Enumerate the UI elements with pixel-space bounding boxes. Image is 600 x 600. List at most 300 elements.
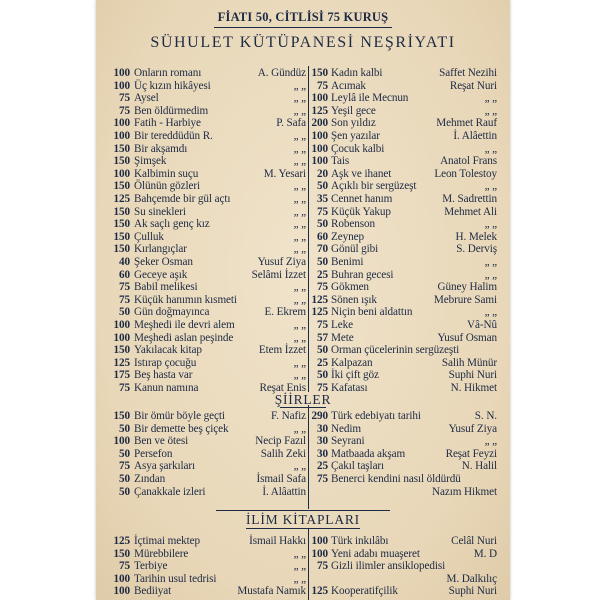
entry-author: M. Yesari [263, 167, 306, 180]
catalog-entry [110, 281, 308, 294]
catalog-entry [110, 448, 308, 461]
entry-title: Çanakkale izleri [134, 485, 206, 498]
entry-title: Cennet hanım [331, 193, 393, 205]
entry-price: 50 [119, 306, 130, 319]
entry-price: 100 [113, 331, 130, 344]
entry-author: „ „ [293, 104, 306, 117]
poems-title-underline [280, 407, 326, 408]
entry-title: Terbiye [134, 560, 168, 573]
catalog-entry [309, 306, 499, 319]
entry-price: 30 [317, 435, 328, 448]
entry-author: „ „ [484, 435, 497, 448]
entry-title: Gökmen [331, 281, 369, 294]
entry-title: Zeynep [331, 230, 364, 243]
entry-title: Küçük Yakup [331, 205, 391, 218]
catalog-entry [110, 332, 308, 345]
catalog-entry [309, 294, 499, 307]
catalog-entry [110, 473, 308, 486]
entry-price: 100 [311, 535, 328, 547]
entry-title: Istırap çocuğu [134, 356, 197, 369]
entry-price: 75 [119, 104, 130, 117]
entry-price: 150 [113, 344, 130, 357]
entry-price: 150 [113, 142, 130, 155]
entry-price: 60 [317, 230, 328, 243]
catalog-entry [110, 180, 308, 193]
entry-author: Suphi Nuri [448, 585, 497, 598]
entry-price: 125 [311, 306, 328, 319]
entry-title: Orman çücelerinin sergüzeşti [331, 344, 460, 357]
science-section-rule-top [216, 510, 390, 511]
entry-price: 50 [317, 180, 328, 193]
entry-author: Mebrure Sami [433, 293, 497, 306]
catalog-entry [110, 143, 308, 156]
catalog-entry [110, 67, 308, 80]
entry-title: Ben öldürmedim [134, 104, 209, 117]
entry-author: „ „ [293, 243, 306, 256]
catalog-entry [110, 92, 308, 105]
catalog-entry [309, 218, 499, 231]
catalog-entry [309, 117, 499, 130]
catalog-entry [110, 306, 308, 319]
publisher-title: SÜHULET KÜTÜPANESİ NEŞRİYATI [150, 34, 456, 51]
catalog-entry [110, 130, 308, 143]
catalog-entry [110, 294, 308, 307]
entry-author: „ „ [484, 268, 497, 281]
catalog-entry [309, 281, 499, 294]
entry-title: Bediiyat [134, 585, 172, 598]
catalog-entry [309, 460, 499, 473]
entry-price: 100 [113, 117, 130, 130]
entry-author: „ „ [484, 256, 497, 268]
catalog-entry [309, 486, 499, 499]
entry-price: 40 [119, 256, 130, 268]
catalog-entry [110, 243, 308, 256]
entry-author: „ „ [484, 104, 497, 117]
entry-price: 50 [317, 369, 328, 382]
entry-author: N. Hikmet [450, 382, 497, 394]
entry-price: 150 [113, 155, 130, 168]
entry-title: Onların romanı [134, 67, 202, 79]
entry-title: Kalpazan [331, 356, 373, 369]
entry-title: Niçin beni aldattın [331, 306, 413, 319]
catalog-entry [309, 473, 499, 486]
entry-title: Ben ve ötesi [134, 435, 189, 448]
entry-title: Küçük hanımın kısmeti [134, 293, 237, 306]
catalog-entry [309, 67, 499, 80]
catalog-entry [309, 80, 499, 93]
catalog-entry [110, 105, 308, 118]
entry-title: Türk edebiyatı tarihi [331, 410, 421, 422]
catalog-entry [110, 80, 308, 93]
catalog-entry [309, 357, 499, 370]
entry-title: Tarihin usul tedrisi [134, 572, 217, 585]
catalog-entry [309, 585, 499, 598]
catalog-entry [309, 206, 499, 219]
entry-title: Matbaada akşam [331, 447, 406, 460]
catalog-entry [309, 573, 499, 586]
entry-author: Salih Zeki [260, 447, 306, 460]
catalog-entry [110, 193, 308, 206]
entry-author: Yusuf Osman [437, 331, 497, 344]
entry-price: 25 [317, 268, 328, 281]
catalog-entry [110, 117, 308, 130]
entry-author: „ „ [293, 218, 306, 231]
entry-price: 75 [119, 293, 130, 306]
catalog-entry [110, 256, 308, 269]
entry-author: „ „ [293, 422, 306, 435]
entry-author: „ „ [484, 142, 497, 155]
entry-title: Çulluk [134, 230, 164, 243]
entry-title: Şen yazılar [331, 130, 380, 142]
catalog-entry [309, 548, 499, 561]
entry-price: 75 [317, 281, 328, 294]
entry-title: Leylâ ile Mecnun [331, 92, 409, 105]
entry-author: Celâl Nuri [451, 535, 497, 547]
entry-author: Suphi Nuri [448, 369, 497, 382]
entry-price: 150 [113, 547, 130, 560]
entry-author: S. N. [474, 410, 497, 422]
catalog-entry [309, 269, 499, 282]
entry-price: 100 [311, 92, 328, 105]
entry-title: Su sinekleri [134, 205, 186, 218]
catalog-entry [309, 332, 499, 345]
entry-price: 200 [311, 117, 328, 130]
entry-price: 100 [113, 585, 130, 598]
entry-author: Leon Tolestoy [434, 167, 497, 180]
entry-title: Benimi [331, 256, 364, 268]
entry-title: Çocuk kalbi [331, 142, 385, 155]
entry-title: Persefon [134, 447, 173, 460]
entry-author: Mehmet Ali [444, 205, 497, 218]
entry-price: 25 [317, 460, 328, 473]
entry-title: Kanun namına [134, 382, 199, 394]
entry-price: 175 [113, 369, 130, 382]
entry-author: „ „ [484, 180, 497, 193]
entry-price: 150 [113, 243, 130, 256]
entry-title: Yakılacak kitap [134, 344, 202, 357]
entry-price: 150 [113, 410, 130, 422]
entry-price: 100 [311, 142, 328, 155]
entry-price: 70 [317, 243, 328, 256]
entry-title: Kooperatifçilik [331, 585, 398, 598]
entry-title: Zından [134, 473, 166, 485]
entry-title: Meşhedi aslan peşinde [134, 331, 234, 344]
entry-price: 75 [317, 560, 328, 573]
entry-price: 290 [311, 410, 328, 422]
entry-title: Gizli ilimler ansiklopedisi [331, 560, 446, 573]
entry-title: Ak saçlı genç kız [134, 218, 210, 231]
entry-author: „ „ [484, 306, 497, 319]
entry-title: Bir demette beş çiçek [134, 422, 229, 435]
catalog-entry [309, 180, 499, 193]
entry-author: A. Gündüz [257, 67, 306, 79]
entry-author: F. Nafiz [271, 410, 306, 422]
entry-title: Seyrani [331, 435, 365, 448]
entry-author: H. Melek [455, 230, 497, 243]
entry-author: İsmail Hakkı [249, 535, 306, 547]
entry-title: Leke [331, 319, 353, 331]
entry-title: Beş hasta var [134, 369, 193, 382]
entry-title: Robenson [331, 218, 375, 231]
catalog-entry [110, 269, 308, 282]
catalog-entry [110, 344, 308, 357]
entry-author: Saffet Nezihi [439, 67, 497, 79]
entry-author: İsmail Safa [256, 473, 306, 485]
catalog-entry [309, 243, 499, 256]
entry-author: İ. Alâattin [262, 485, 306, 498]
entry-title: Açıklı bir sergüzeşt [331, 180, 417, 193]
entry-author: „ „ [293, 142, 306, 155]
catalog-entry [110, 168, 308, 181]
entry-price: 100 [113, 319, 130, 331]
catalog-entry [110, 410, 308, 423]
entry-price: 150 [113, 218, 130, 231]
entry-title: Çakıl taşları [331, 460, 385, 473]
entry-price: 100 [113, 572, 130, 585]
entry-title: Aysel [134, 92, 159, 105]
entry-price: 30 [317, 422, 328, 435]
entry-author: S. Derviş [456, 243, 497, 256]
entry-title: Şeker Osman [134, 256, 193, 268]
entry-price: 100 [113, 67, 130, 79]
catalog-entry [110, 206, 308, 219]
entry-author: Necip Fazıl [255, 435, 306, 448]
entry-price: 150 [113, 230, 130, 243]
entry-author: Reşat Enis [259, 382, 306, 394]
entry-price: 50 [317, 344, 328, 357]
entry-author: „ „ [293, 560, 306, 573]
catalog-entry [309, 535, 499, 548]
price-rule [214, 27, 392, 28]
catalog-entry [110, 535, 308, 548]
entry-title: Yeşil gece [331, 104, 376, 117]
entry-price: 35 [317, 193, 328, 205]
catalog-entry [309, 143, 499, 156]
entry-price: 50 [317, 218, 328, 231]
entry-title: Bir ömür böyle geçti [134, 410, 225, 422]
catalog-entry [110, 560, 308, 573]
entry-price: 100 [113, 435, 130, 448]
catalog-entry [309, 155, 499, 168]
catalog-entry [110, 319, 308, 332]
entry-title: Şimşek [134, 155, 167, 168]
entry-title: Gönül gibi [331, 243, 379, 256]
entry-price: 75 [119, 382, 130, 394]
entry-author: M. Dalkılıç [446, 572, 497, 585]
entry-price: 50 [119, 422, 130, 435]
entry-author: Reşat Nuri [449, 79, 497, 92]
entry-price: 125 [113, 535, 130, 547]
catalog-entry [110, 231, 308, 244]
entry-price: 125 [311, 293, 328, 306]
catalog-entry [309, 560, 499, 573]
entry-author: Anatol Frans [440, 155, 497, 168]
entry-price: 50 [119, 447, 130, 460]
entry-price: 100 [311, 547, 328, 560]
science-section-title: İLİM KİTAPLARI [246, 512, 360, 527]
entry-author: Yusuf Ziya [257, 256, 306, 268]
entry-title: Tais [331, 155, 350, 168]
science-section-rule-bottom [246, 528, 360, 529]
entry-author: M. Sadrettin [442, 193, 497, 205]
entry-author: „ „ [484, 218, 497, 231]
catalog-entry [309, 369, 499, 382]
catalog-entry [110, 548, 308, 561]
entry-title: Geceye aşık [134, 268, 188, 281]
entry-price: 50 [317, 256, 328, 268]
catalog-entry [309, 231, 499, 244]
entry-author: Vâ-Nû [467, 319, 497, 331]
entry-author: „ „ [293, 547, 306, 560]
entry-title: Kalbimin suçu [134, 167, 199, 180]
entry-title: Acımak [331, 79, 366, 92]
entry-author: „ „ [293, 356, 306, 369]
entry-price: 50 [119, 485, 130, 498]
catalog-entry [309, 168, 499, 181]
entry-author: „ „ [293, 193, 306, 205]
catalog-entry [309, 319, 499, 332]
entry-title: Bir tereddüdün R. [134, 130, 213, 142]
entry-price: 125 [113, 356, 130, 369]
entry-author: „ „ [484, 92, 497, 105]
catalog-entry [309, 435, 499, 448]
catalog-entry [110, 423, 308, 436]
catalog-entry [110, 460, 308, 473]
entry-price: 125 [311, 104, 328, 117]
entry-title: Ölünün gözleri [134, 180, 201, 193]
entry-price: 100 [113, 130, 130, 142]
catalog-entry [110, 357, 308, 370]
entry-title: Bir akşamdı [134, 142, 188, 155]
entry-price: 20 [317, 167, 328, 180]
catalog-entry [110, 573, 308, 586]
catalog-entry [309, 448, 499, 461]
entry-author: Güney Halim [437, 281, 497, 294]
entry-price: 75 [119, 92, 130, 105]
entry-price: 75 [317, 205, 328, 218]
entry-author: Etem İzzet [258, 344, 306, 357]
entry-title: Asya şarkıları [134, 460, 196, 473]
entry-title: Meşhedi ile devri alem [134, 319, 235, 331]
entry-author: Yusuf Ziya [448, 422, 497, 435]
catalog-entry [110, 155, 308, 168]
entry-title: Mürebbilere [134, 547, 189, 560]
catalog-entry [110, 218, 308, 231]
entry-title: Kafatası [331, 382, 368, 394]
entry-price: 150 [113, 205, 130, 218]
entry-author: „ „ [293, 92, 306, 105]
book-back-cover [96, 0, 510, 600]
entry-author: Nazım Hikmet [432, 485, 497, 498]
entry-price: 125 [311, 585, 328, 598]
entry-price: 75 [317, 79, 328, 92]
entry-author: Salih Münür [441, 356, 497, 369]
entry-author: „ „ [293, 281, 306, 294]
entry-price: 150 [311, 67, 328, 79]
entry-price: 57 [317, 331, 328, 344]
entry-price: 125 [113, 193, 130, 205]
catalog-entry [309, 256, 499, 269]
entry-price: 25 [317, 356, 328, 369]
entry-price: 75 [119, 460, 130, 473]
catalog-entry [309, 410, 499, 423]
entry-author: N. Halil [461, 460, 497, 473]
entry-price: 75 [317, 319, 328, 331]
entry-title: Aşk ve ihanet [331, 167, 392, 180]
entry-title: Babil melikesi [134, 281, 198, 294]
catalog-entry [309, 344, 499, 357]
catalog-entry [309, 193, 499, 206]
entry-author: „ „ [293, 180, 306, 193]
entry-price: 75 [119, 560, 130, 573]
entry-title: Kadın kalbi [331, 67, 383, 79]
entry-author: Reşat Feyzi [445, 447, 497, 460]
entry-author: „ „ [293, 293, 306, 306]
entry-title: İki çift göz [331, 369, 379, 382]
catalog-entry [309, 92, 499, 105]
entry-author: „ „ [293, 230, 306, 243]
entry-title: Türk inkılâbı [331, 535, 389, 547]
entry-author: E. Ekrem [264, 306, 306, 319]
catalog-entry [309, 130, 499, 143]
entry-title: Bahçemde bir gül açtı [134, 193, 231, 205]
entry-title: Gün doğmayınca [134, 306, 210, 319]
catalog-entry [110, 486, 308, 499]
entry-title: Nedim [331, 422, 361, 435]
entry-price: 100 [311, 155, 328, 168]
entry-price: 100 [113, 79, 130, 92]
entry-title: Fatih - Harbiye [134, 117, 201, 130]
entry-price: 75 [119, 281, 130, 294]
entry-author: „ „ [293, 79, 306, 92]
entry-author: „ „ [293, 155, 306, 168]
entry-price: 60 [119, 268, 130, 281]
entry-price: 30 [317, 447, 328, 460]
entry-author: Selâmi İzzet [251, 268, 306, 281]
poems-section-title: ŞİİRLER [274, 392, 332, 407]
entry-author: „ „ [293, 130, 306, 142]
entry-price: 75 [317, 382, 328, 394]
entry-price: 75 [317, 473, 328, 485]
catalog-entry [110, 369, 308, 382]
entry-author: „ „ [293, 205, 306, 218]
entry-title: Üç kızın hikâyesi [134, 79, 211, 92]
entry-author: Mustafa Namık [237, 585, 306, 598]
catalog-entry [110, 435, 308, 448]
entry-title: Buhran gecesi [331, 268, 394, 281]
entry-author: „ „ [293, 331, 306, 344]
entry-title: Mete [331, 331, 354, 344]
entry-author: İ. Alâettin [453, 130, 497, 142]
entry-title: Benerci kendini nasıl öldürdü [331, 473, 461, 485]
entry-author: Mehmet Rauf [436, 117, 497, 130]
entry-author: „ „ [293, 460, 306, 473]
catalog-entry [309, 423, 499, 436]
entry-author: „ „ [293, 572, 306, 585]
entry-author: „ „ [293, 369, 306, 382]
entry-title: Kırlangıçlar [134, 243, 187, 256]
entry-title: İçtimai mektep [134, 535, 201, 547]
entry-title: Yeni adabı muaşeret [331, 547, 420, 560]
entry-author: M. D [473, 547, 497, 560]
entry-author: „ „ [293, 319, 306, 331]
entry-author: P. Safa [276, 117, 306, 130]
entry-price: 100 [113, 167, 130, 180]
entry-title: Son yıldız [331, 117, 376, 130]
entry-price: 150 [113, 180, 130, 193]
entry-price: 100 [311, 130, 328, 142]
catalog-entry [110, 585, 308, 598]
